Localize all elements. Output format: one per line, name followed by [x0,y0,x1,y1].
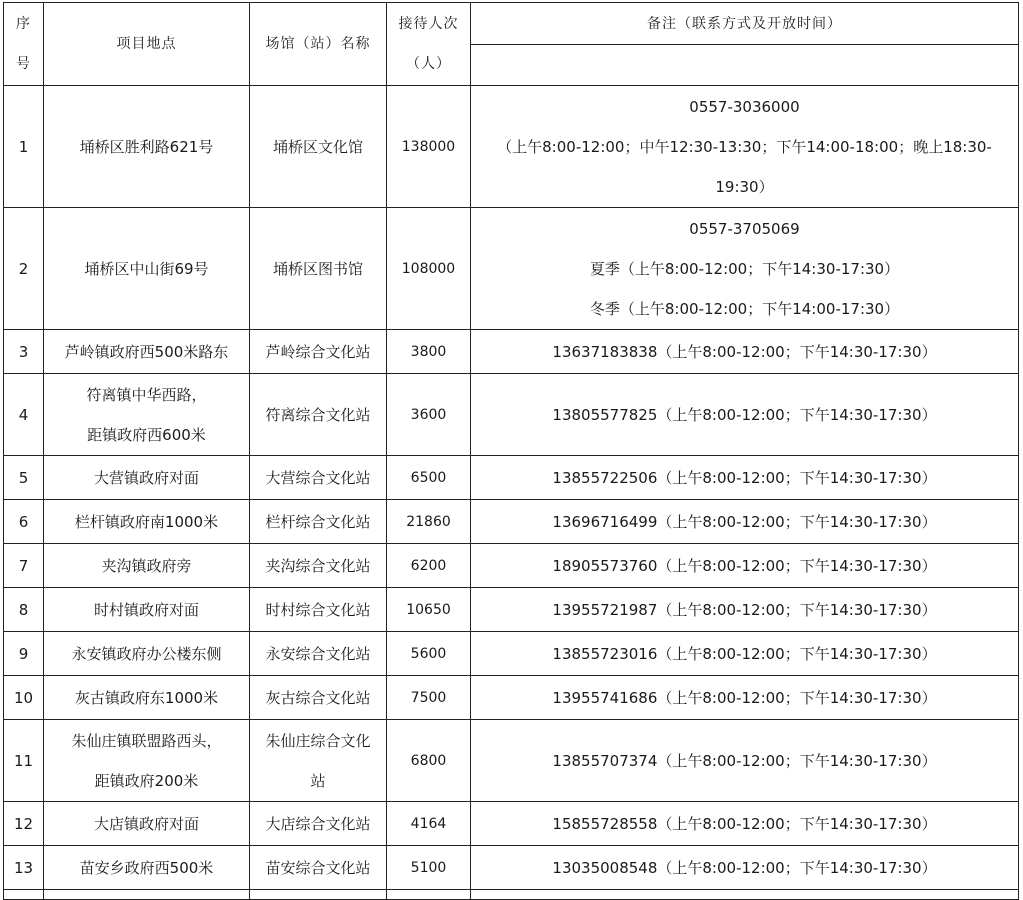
visitors-cell: 5100 [387,846,471,890]
remarks-cell: 13035008548（上午8:00-12:00；下午14:30-17:30） [471,846,1019,890]
visitors-cell: 5600 [387,632,471,676]
header-venue: 场馆（站）名称 [250,3,387,86]
venue-cell: 时村综合文化站 [250,588,387,632]
location-cell: 朱仙庄镇联盟路西头， 距镇政府200米 [44,720,250,802]
remarks-cell: 13696716499（上午8:00-12:00；下午14:30-17:30） [471,500,1019,544]
seq-cell: 13 [4,846,44,890]
location-cell: 苗安乡政府西500米 [44,846,250,890]
table-row [4,802,1019,846]
location-cell: 芦岭镇政府西500米路东 [44,330,250,374]
visitors-cell: 21860 [387,500,471,544]
table-row [4,846,1019,890]
seq-cell: 1 [4,86,44,208]
venue-cell: 永安综合文化站 [250,632,387,676]
location-cell: 埇桥区中山街69号 [44,208,250,330]
header-location: 项目地点 [44,3,250,86]
location-cell: 栏杆镇政府南1000米 [44,500,250,544]
table-row [4,676,1019,720]
table-row [4,208,1019,330]
seq-cell: 4 [4,374,44,456]
table-row [4,720,1019,802]
header-seq: 序 号 [4,3,44,86]
visitors-cell: 108000 [387,208,471,330]
table-row-partial [4,890,1019,900]
visitors-cell: 4164 [387,802,471,846]
location-cell: 夹沟镇政府旁 [44,544,250,588]
remarks-cell: 13955721987（上午8:00-12:00；下午14:30-17:30） [471,588,1019,632]
location-cell: 大营镇政府对面 [44,456,250,500]
remarks-cell: 13955741686（上午8:00-12:00；下午14:30-17:30） [471,676,1019,720]
table-row [4,456,1019,500]
table-row [4,374,1019,456]
header-remarks: 备注（联系方式及开放时间） [471,3,1019,45]
table-row [4,500,1019,544]
header-spacer [471,45,1019,86]
venue-cell: 埇桥区文化馆 [250,86,387,208]
location-cell: 大店镇政府对面 [44,802,250,846]
remarks-cell: 13855722506（上午8:00-12:00；下午14:30-17:30） [471,456,1019,500]
venue-table [3,2,1019,900]
remarks-cell: 0557-3705069 夏季（上午8:00-12:00；下午14:30-17:30） 冬季（上午8:00-12:00；下午14:00-17:30） [471,208,1019,330]
seq-cell: 7 [4,544,44,588]
visitors-cell: 3600 [387,374,471,456]
venue-cell: 苗安综合文化站 [250,846,387,890]
seq-cell: 10 [4,676,44,720]
venue-cell: 芦岭综合文化站 [250,330,387,374]
location-cell: 灰古镇政府东1000米 [44,676,250,720]
seq-cell: 9 [4,632,44,676]
visitors-cell: 6200 [387,544,471,588]
remarks-cell: 13805577825（上午8:00-12:00；下午14:30-17:30） [471,374,1019,456]
visitors-cell: 6500 [387,456,471,500]
seq-cell: 8 [4,588,44,632]
location-cell: 埇桥区胜利路621号 [44,86,250,208]
location-cell: 符离镇中华西路， 距镇政府西600米 [44,374,250,456]
table-row [4,330,1019,374]
header-visitors: 接待人次 （人） [387,3,471,86]
visitors-cell: 3800 [387,330,471,374]
remarks-cell: 0557-3036000 （上午8:00-12:00；中午12:30-13:30；下午14:00-18:00；晚上18:30- 19:30） [471,86,1019,208]
table-row [4,632,1019,676]
remarks-cell: 15855728558（上午8:00-12:00；下午14:30-17:30） [471,802,1019,846]
seq-cell: 11 [4,720,44,802]
visitors-cell: 6800 [387,720,471,802]
venue-cell: 朱仙庄综合文化 站 [250,720,387,802]
visitors-cell: 10650 [387,588,471,632]
venue-cell: 灰古综合文化站 [250,676,387,720]
visitors-cell: 7500 [387,676,471,720]
visitors-cell: 138000 [387,86,471,208]
seq-cell: 5 [4,456,44,500]
venue-cell: 夹沟综合文化站 [250,544,387,588]
venue-cell: 栏杆综合文化站 [250,500,387,544]
venue-cell: 大店综合文化站 [250,802,387,846]
remarks-cell: 13637183838（上午8:00-12:00；下午14:30-17:30） [471,330,1019,374]
remarks-cell: 13855723016（上午8:00-12:00；下午14:30-17:30） [471,632,1019,676]
venue-cell: 埇桥区图书馆 [250,208,387,330]
remarks-cell: 18905573760（上午8:00-12:00；下午14:30-17:30） [471,544,1019,588]
seq-cell: 2 [4,208,44,330]
table-row [4,86,1019,208]
venue-cell: 大营综合文化站 [250,456,387,500]
location-cell: 时村镇政府对面 [44,588,250,632]
seq-cell: 6 [4,500,44,544]
location-cell: 永安镇政府办公楼东侧 [44,632,250,676]
venue-cell: 符离综合文化站 [250,374,387,456]
remarks-cell: 13855707374（上午8:00-12:00；下午14:30-17:30） [471,720,1019,802]
table-row [4,588,1019,632]
table-row [4,544,1019,588]
seq-cell: 12 [4,802,44,846]
seq-cell: 3 [4,330,44,374]
